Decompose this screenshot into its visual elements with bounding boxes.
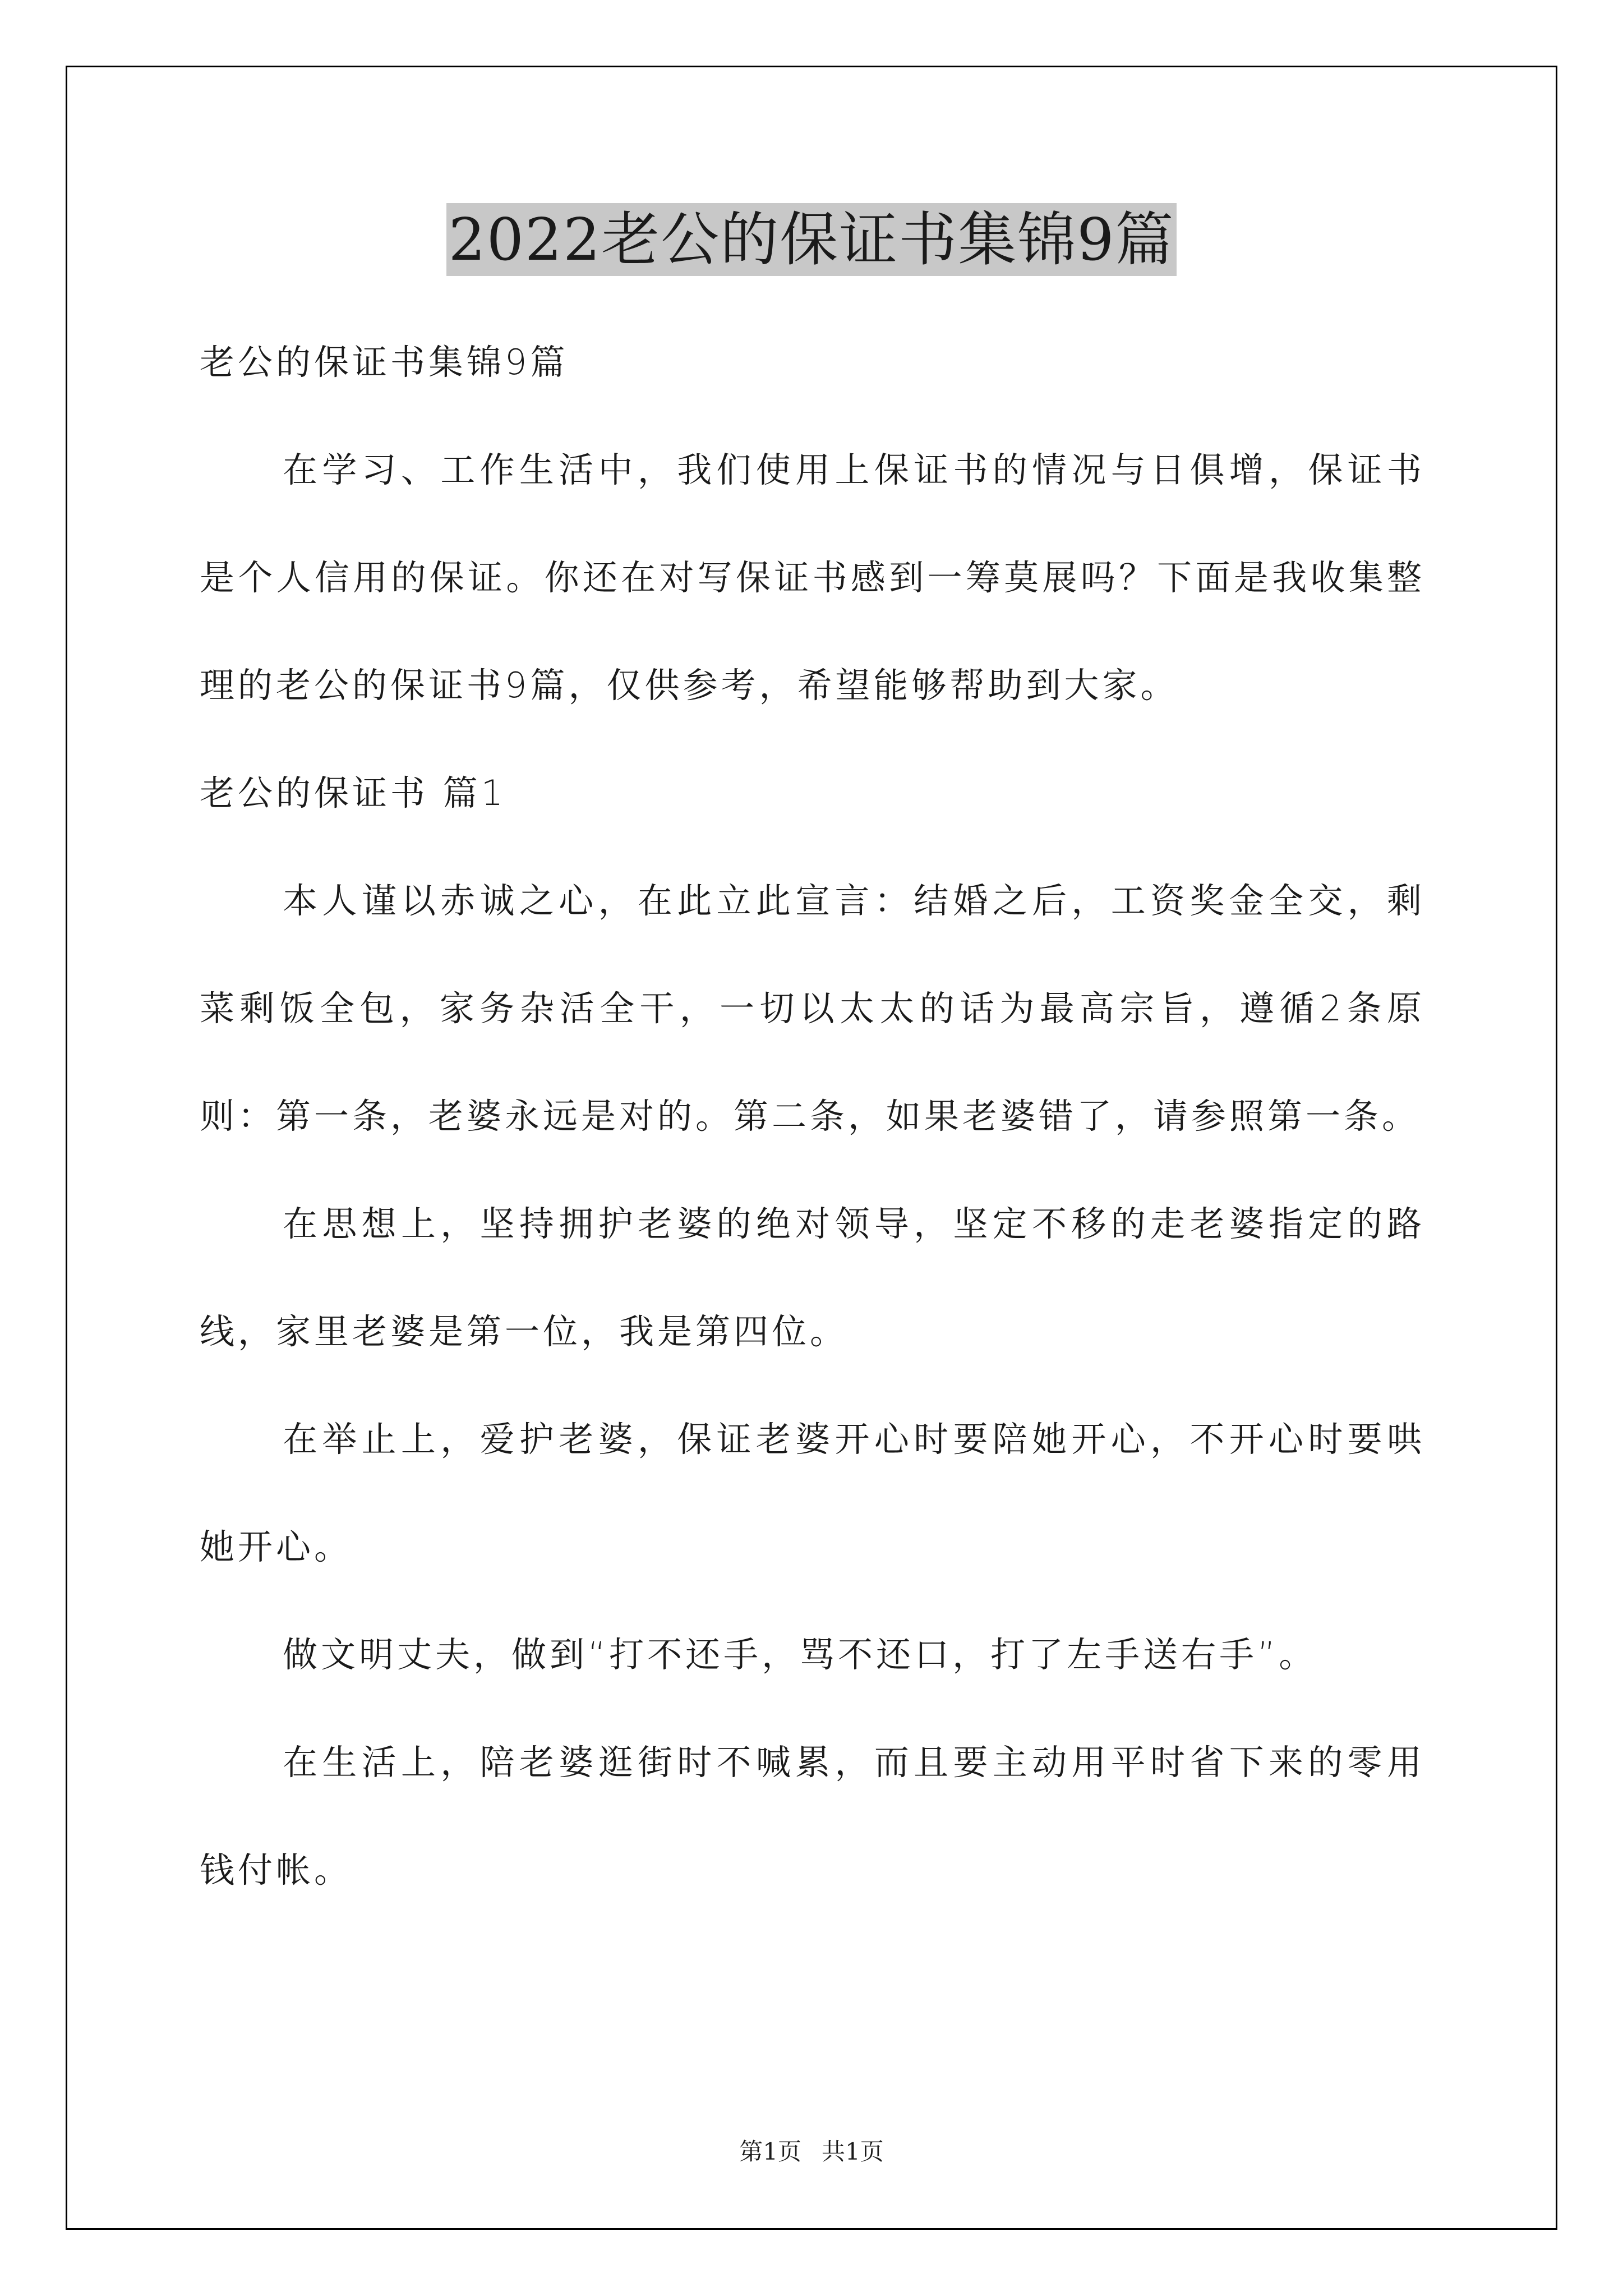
section-heading: 老公的保证书 篇1 — [200, 772, 507, 813]
title-container — [0, 203, 1623, 276]
paragraph: 在生活上，陪老婆逛街时不喊累，而且要主动用平时省下来的零用钱付帐。 — [200, 1742, 1425, 1890]
paragraph: 本人谨以赤诚之心，在此立此宣言：结婚之后，工资奖金全交，剩菜剩饭全包，家务杂活全干，一切以太太的话为最高宗旨，遵循2条原则：第一条，老婆永远是对的。第二条，如果老婆错了，请参照第一条。 — [200, 880, 1425, 1137]
paragraph-subtitle: 老公的保证书集锦9篇 — [200, 342, 569, 383]
page-footer — [0, 2136, 1623, 2168]
paragraph: 做文明丈夫，做到“打不还手，骂不还口，打了左手送右手”。 — [283, 1634, 1317, 1675]
document-title: 2022老公的保证书集锦9篇 — [446, 203, 1177, 276]
document-body — [200, 309, 1425, 1924]
page-number-current: 第1页 — [739, 2138, 801, 2165]
paragraph-intro: 在学习、工作生活中，我们使用上保证书的情况与日俱增，保证书是个人信用的保证。你还在对写保证书感到一筹莫展吗？下面是我收集整理的老公的保证书9篇，仅供参考，希望能够帮助到大家。 — [200, 449, 1425, 706]
paragraph: 在思想上，坚持拥护老婆的绝对领导，坚定不移的走老婆指定的路线，家里老婆是第一位，我是第四位。 — [200, 1203, 1425, 1352]
page-number-total: 共1页 — [822, 2138, 884, 2165]
paragraph: 在举止上，爱护老婆，保证老婆开心时要陪她开心，不开心时要哄她开心。 — [200, 1419, 1425, 1567]
